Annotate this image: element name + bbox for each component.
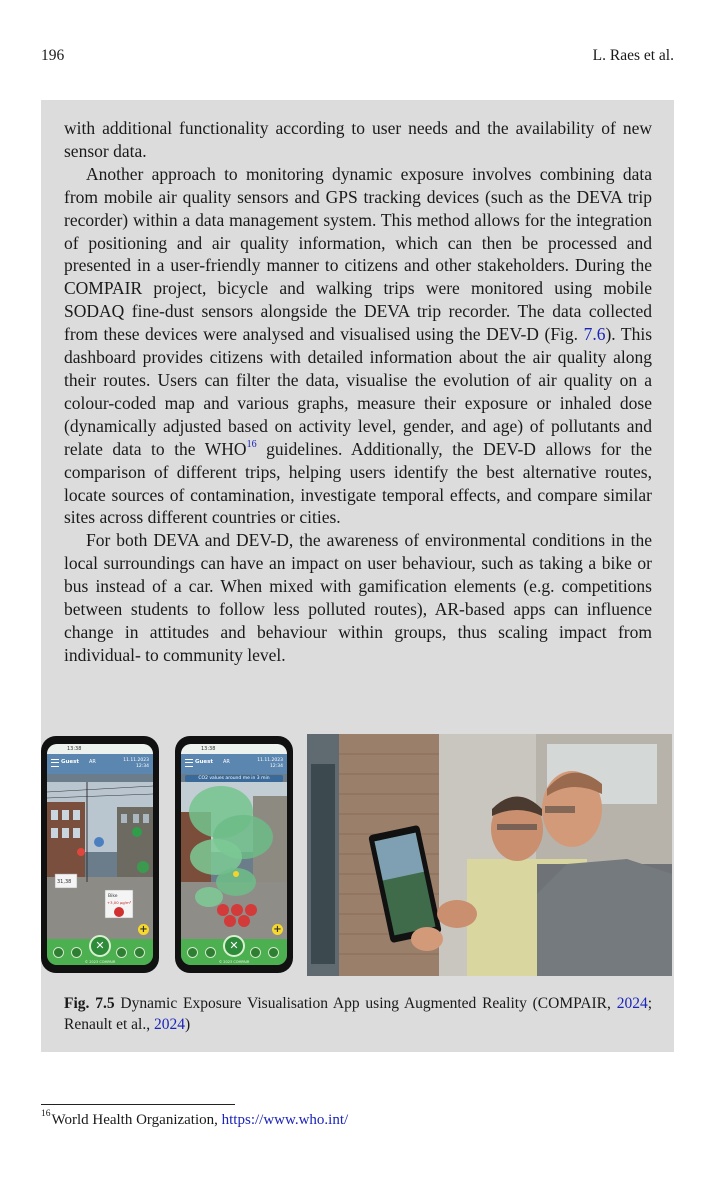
footnote-url-link[interactable]: https://www.who.int/ <box>221 1112 349 1128</box>
bottom-navigation <box>47 939 153 965</box>
svg-text:+3,00 µg/m³: +3,00 µg/m³ <box>107 900 132 905</box>
nav-info-button[interactable] <box>268 947 279 958</box>
pollution-plume-illustration <box>181 782 287 939</box>
app-copyright: © 2023 COMPAIR <box>84 960 116 964</box>
phone-screen <box>47 744 153 965</box>
nav-map-button[interactable] <box>187 947 198 958</box>
figure-label: Fig. 7.5 <box>64 995 115 1012</box>
nav-tools-button[interactable]: ✕ <box>223 935 245 957</box>
app-copyright: © 2023 COMPAIR <box>218 960 250 964</box>
clock-date: 11.11.2023 <box>123 758 149 763</box>
page-number: 196 <box>41 47 65 64</box>
paragraph-2-text-a: Another approach to monitoring dynamic exposure involves combining data from mobile air quality sensors and GPS tracking devices (such as the DEVA trip recorder) within a data management system. This method allows for the integration of positioning and air quality information, which can then be processed and presented in a user-friendly manner to citizens and other stakeholders. During the COMPAIR project, bicycle and walking trips were monitored using mobile SODAQ fine-dust sensors alongside the DEVA trip recorder. The data collected from these devices were analysed and visualised using the DEV-D (Fig. <box>64 163 652 345</box>
running-author: L. Raes et al. <box>592 47 674 64</box>
svg-text:31,38: 31,38 <box>57 879 72 885</box>
highlight-box <box>41 100 674 1052</box>
clock-time: 12:34 <box>270 764 283 769</box>
nav-location-button[interactable] <box>116 947 127 958</box>
phone-screenshot-ar-plume <box>175 736 293 973</box>
notification-banner: CO2 values around me in 3 min <box>185 775 283 782</box>
street-scene-illustration <box>47 782 153 939</box>
paragraph-1 <box>64 117 652 163</box>
app-clock <box>257 758 283 770</box>
citation-link-renault[interactable]: 2024 <box>153 1016 185 1033</box>
caption-text-a: Dynamic Exposure Visualisation App using Augmented Reality (COMPAIR, <box>114 995 617 1012</box>
status-time: 13:38 <box>201 746 216 752</box>
paragraph-1-text: with additional functionality according to user needs and the availability of new sensor data. <box>64 118 652 161</box>
ar-indicator: AR <box>223 759 230 765</box>
svg-text:Bike: Bike <box>108 894 118 899</box>
paragraph-2-text-b: ). This dashboard provides citizens with detailed information about the air quality along their routes. Users can filter the data, visualise the evolution of air quality on a colour-coded map and various graphs, measure their exposure or inhaled dose (dynamically adjusted based on activity level, gender, and age) of pollutants and relate data to the WHO <box>64 324 653 459</box>
footnote-reference-link[interactable]: 16 <box>246 438 257 450</box>
nav-route-button[interactable] <box>205 947 216 958</box>
clock-date: 11.11.2023 <box>257 758 283 763</box>
nav-map-button[interactable] <box>53 947 64 958</box>
footnote-text: World Health Organization, <box>51 1112 222 1128</box>
running-head <box>41 47 674 67</box>
ar-camera-view <box>181 782 287 939</box>
nav-location-button[interactable] <box>250 947 261 958</box>
body-text <box>64 117 652 667</box>
user-mode: Guest <box>61 759 80 765</box>
caption-text-c: ) <box>184 1016 191 1033</box>
ar-camera-view <box>47 782 153 939</box>
user-mode: Guest <box>195 759 214 765</box>
add-icon[interactable]: + <box>139 924 148 935</box>
footnote-rule <box>41 1104 235 1105</box>
app-clock <box>123 758 149 770</box>
figure-reference-link[interactable]: 7.6 <box>583 324 606 345</box>
paragraph-3 <box>64 529 652 666</box>
ar-indicator: AR <box>89 759 96 765</box>
citation-link-compair[interactable]: 2024 <box>616 995 648 1012</box>
status-bar <box>47 744 153 754</box>
phone-screen <box>181 744 287 965</box>
footnote <box>41 1109 349 1129</box>
bottom-navigation <box>181 939 287 965</box>
nav-info-button[interactable] <box>134 947 145 958</box>
paragraph-3-text: For both DEVA and DEV-D, the awareness of environmental conditions in the local surroundings can have an impact on user behaviour, such as taking a bike or bus instead of a car. When mixed with gamification elements (e.g. competitions between students to follow less polluted routes), AR-based apps can influence change in attitudes and behaviour within groups, thus scaling impact from individual- to community level. <box>64 530 652 665</box>
figure-7-5 <box>41 734 674 976</box>
menu-icon <box>51 759 59 767</box>
phone-screenshot-ar-street <box>41 736 159 973</box>
add-icon[interactable]: + <box>273 924 282 935</box>
paragraph-2 <box>64 163 652 530</box>
clock-time: 12:34 <box>136 764 149 769</box>
status-time: 13:38 <box>67 746 82 752</box>
footnote-number: 16 <box>41 1109 51 1119</box>
status-bar <box>181 744 287 754</box>
paragraph-2-text-c: guidelines. Additionally, the DEV-D allows for the comparison of different trips, helping users identify the best alternative routes, locate sources of contamination, investigate temporal effects, and compare similar sites across different countries or cities. <box>64 438 652 528</box>
nav-tools-button[interactable]: ✕ <box>89 935 111 957</box>
figure-caption <box>64 993 652 1035</box>
photo-men-with-tablet <box>307 734 672 976</box>
photo-illustration <box>307 734 672 976</box>
menu-icon <box>185 759 193 767</box>
nav-route-button[interactable] <box>71 947 82 958</box>
caption-text-b: ; Renault et al., <box>64 995 653 1033</box>
app-header <box>47 754 153 774</box>
app-header <box>181 754 287 774</box>
